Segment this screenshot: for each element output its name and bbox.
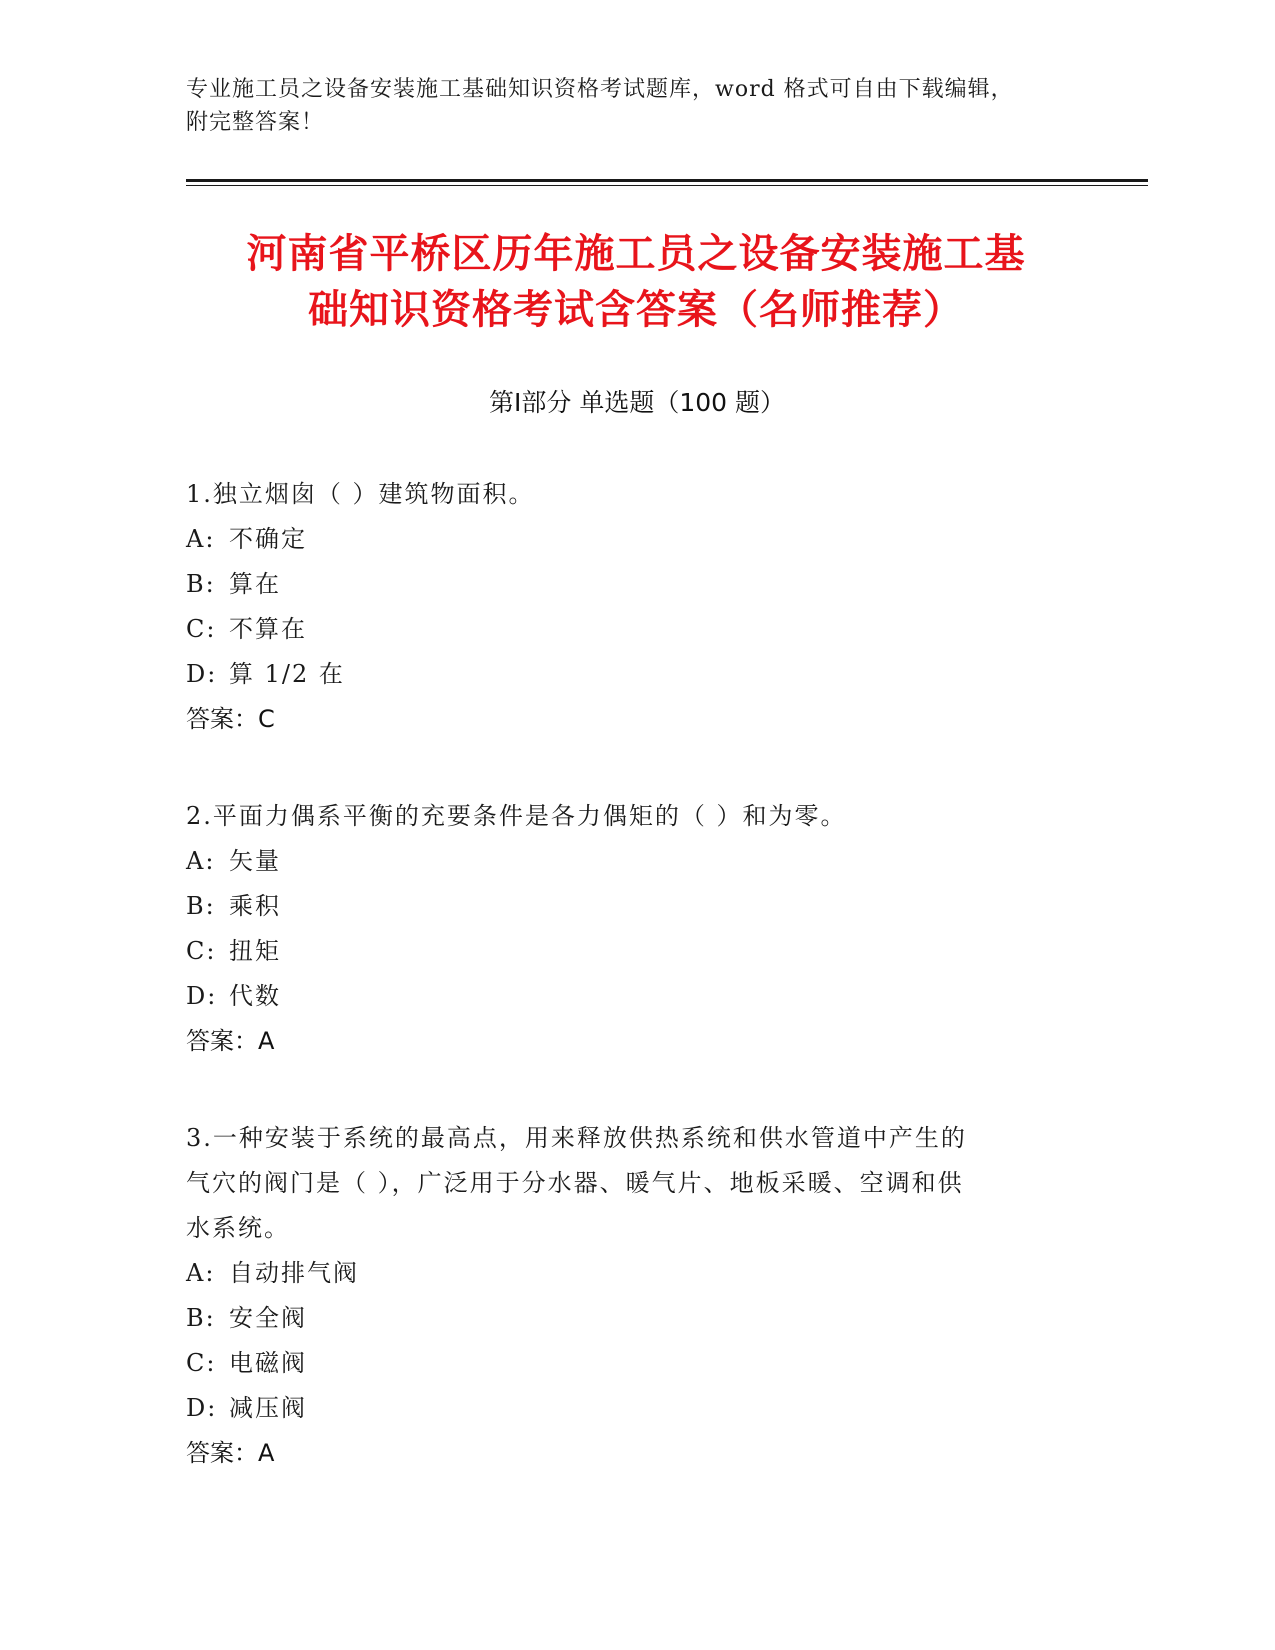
question-stem-line-3: 水系统。 <box>186 1214 290 1242</box>
option-a <box>186 517 1066 562</box>
option-letter: D: <box>186 1394 218 1422</box>
option-b <box>186 1296 1066 1341</box>
option-b <box>186 884 1066 929</box>
question-1 <box>186 472 1066 742</box>
option-letter: B: <box>186 570 216 598</box>
document-title-line-2: 础知识资格考试含答案（名师推荐） <box>308 287 964 333</box>
header-divider-thick <box>186 179 1148 182</box>
option-a <box>186 839 1066 884</box>
option-text: 乘积 <box>229 892 281 920</box>
option-text: 扭矩 <box>229 937 281 965</box>
answer-label: 答案： <box>186 1439 258 1467</box>
option-letter: A: <box>186 525 216 553</box>
option-text: 算 1/2 在 <box>229 660 345 688</box>
question-list <box>186 472 1066 1528</box>
option-text: 不确定 <box>229 525 307 553</box>
option-letter: D: <box>186 660 218 688</box>
question-3 <box>186 1116 1066 1476</box>
answer-line <box>186 1431 1066 1476</box>
option-text: 自动排气阀 <box>229 1259 359 1287</box>
question-2 <box>186 794 1066 1064</box>
option-letter: A: <box>186 847 216 875</box>
answer-value: C <box>258 705 275 733</box>
question-stem-line-2: 气穴的阀门是（ ），广泛用于分水器、暖气片、地板采暖、空调和供 <box>186 1169 964 1197</box>
option-c <box>186 929 1066 974</box>
header-divider-thin <box>186 185 1148 186</box>
option-d <box>186 1386 1066 1431</box>
option-text: 减压阀 <box>229 1394 307 1422</box>
option-text: 矢量 <box>229 847 281 875</box>
option-text: 算在 <box>229 570 281 598</box>
option-letter: B: <box>186 892 216 920</box>
answer-label: 答案： <box>186 705 258 733</box>
option-letter: D: <box>186 982 218 1010</box>
option-d <box>186 974 1066 1019</box>
option-text: 代数 <box>229 982 281 1010</box>
answer-value: A <box>258 1027 275 1055</box>
option-c <box>186 1341 1066 1386</box>
question-stem: 2.平面力偶系平衡的充要条件是各力偶矩的（ ）和为零。 <box>186 802 847 830</box>
header-note <box>186 73 1066 139</box>
option-b <box>186 562 1066 607</box>
section-title: 第Ⅰ部分 单选题（100 题） <box>489 388 785 417</box>
option-letter: C: <box>186 937 217 965</box>
option-text: 安全阀 <box>229 1304 307 1332</box>
option-text: 不算在 <box>229 615 307 643</box>
answer-line <box>186 1019 1066 1064</box>
document-title-line-1: 河南省平桥区历年施工员之设备安装施工基 <box>246 231 1026 277</box>
option-letter: C: <box>186 1349 217 1377</box>
question-stem: 1.独立烟囱（ ）建筑物面积。 <box>186 480 535 508</box>
answer-value: A <box>258 1439 275 1467</box>
option-a <box>186 1251 1066 1296</box>
document-title <box>186 226 1086 338</box>
header-note-line-2: 附完整答案！ <box>186 110 325 135</box>
option-letter: A: <box>186 1259 216 1287</box>
question-stem-line-1: 3.一种安装于系统的最高点，用来释放供热系统和供水管道中产生的 <box>186 1124 967 1152</box>
option-c <box>186 607 1066 652</box>
option-letter: B: <box>186 1304 216 1332</box>
option-d <box>186 652 1066 697</box>
header-note-line-1: 专业施工员之设备安装施工基础知识资格考试题库，word 格式可自由下载编辑， <box>186 77 1014 102</box>
answer-label: 答案： <box>186 1027 258 1055</box>
option-text: 电磁阀 <box>229 1349 307 1377</box>
answer-line <box>186 697 1066 742</box>
option-letter: C: <box>186 615 217 643</box>
